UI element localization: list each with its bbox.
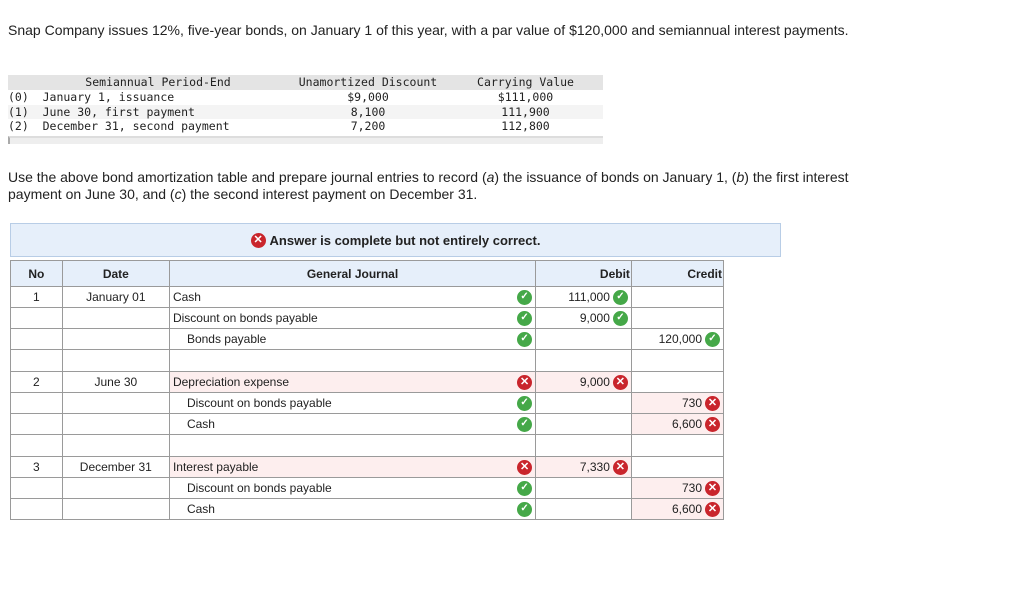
debit-amount[interactable] bbox=[536, 499, 632, 520]
problem-intro: Snap Company issues 12%, five-year bonds, on January 1 of this year, with a par value of $120,000 and semiannual interest payments. bbox=[8, 22, 849, 38]
account-name[interactable]: Interest payable bbox=[172, 460, 259, 474]
entry-no: 1 bbox=[11, 287, 63, 308]
credit-amount[interactable] bbox=[631, 457, 723, 478]
credit-amount[interactable]: 730 bbox=[681, 396, 702, 410]
correct-icon: ✓ bbox=[613, 311, 628, 326]
correct-icon: ✓ bbox=[517, 417, 532, 432]
entry-no bbox=[11, 499, 63, 520]
discount-value: 8,100 bbox=[350, 104, 386, 119]
table-row bbox=[11, 499, 724, 520]
header-discount: Unamortized Discount bbox=[298, 75, 438, 89]
entry-date[interactable]: June 30 bbox=[62, 372, 169, 393]
credit-amount[interactable]: 120,000 bbox=[658, 332, 702, 346]
discount-value: 7,200 bbox=[350, 119, 386, 133]
account-name[interactable]: Bonds payable bbox=[186, 332, 267, 346]
header-period: Semiannual Period-End bbox=[85, 75, 231, 89]
debit-amount[interactable]: 7,330 bbox=[579, 460, 610, 474]
debit-amount[interactable] bbox=[536, 414, 632, 435]
q-part: ) the second interest payment on December 31. bbox=[181, 186, 478, 202]
table-row bbox=[11, 414, 724, 435]
discount-value: $9,000 bbox=[347, 90, 389, 104]
table-row bbox=[11, 457, 724, 478]
entry-no: 3 bbox=[11, 457, 63, 478]
header-debit: Debit bbox=[536, 261, 632, 287]
q-part: Use the above bond amortization table and prepare journal entries to record ( bbox=[8, 169, 487, 185]
table-row-spacer bbox=[11, 350, 724, 372]
banner-text: Answer is complete but not entirely correct. bbox=[269, 232, 541, 248]
entry-no bbox=[11, 329, 63, 350]
amortization-row bbox=[8, 90, 603, 105]
entry-date[interactable] bbox=[62, 308, 169, 329]
credit-amount[interactable]: 6,600 bbox=[671, 502, 702, 516]
entry-no: 2 bbox=[11, 372, 63, 393]
table-row bbox=[11, 372, 724, 393]
incorrect-icon: ✕ bbox=[517, 375, 532, 390]
period-label: (1) June 30, first payment bbox=[8, 104, 195, 119]
entry-date[interactable]: January 01 bbox=[62, 287, 169, 308]
entry-no bbox=[11, 393, 63, 414]
incorrect-icon: ✕ bbox=[517, 460, 532, 475]
amortization-row bbox=[8, 119, 603, 134]
credit-amount[interactable] bbox=[631, 308, 723, 329]
q-letter: b bbox=[736, 169, 745, 185]
table-row bbox=[11, 478, 724, 499]
incorrect-icon: ✕ bbox=[705, 502, 720, 517]
table-row bbox=[11, 287, 724, 308]
correct-icon: ✓ bbox=[517, 481, 532, 496]
account-name[interactable]: Discount on bonds payable bbox=[172, 311, 318, 325]
entry-no bbox=[11, 478, 63, 499]
debit-amount[interactable]: 9,000 bbox=[579, 375, 610, 389]
period-label: (2) December 31, second payment bbox=[8, 119, 230, 133]
table-bottom-border bbox=[8, 136, 603, 144]
header-no: No bbox=[11, 261, 63, 287]
q-part: ) the issuance of bonds on January 1, ( bbox=[494, 169, 737, 185]
correct-icon: ✓ bbox=[517, 502, 532, 517]
period-label: (0) January 1, issuance bbox=[8, 90, 175, 104]
incorrect-icon: ✕ bbox=[705, 396, 720, 411]
account-name[interactable]: Discount on bonds payable bbox=[186, 481, 332, 495]
account-name[interactable]: Discount on bonds payable bbox=[186, 396, 332, 410]
correct-icon: ✓ bbox=[517, 332, 532, 347]
correct-icon: ✓ bbox=[517, 290, 532, 305]
carrying-value: 112,800 bbox=[501, 119, 550, 133]
account-name[interactable]: Cash bbox=[172, 290, 201, 304]
incorrect-icon: ✕ bbox=[705, 481, 720, 496]
entry-date[interactable]: December 31 bbox=[62, 457, 169, 478]
amortization-table bbox=[8, 75, 603, 144]
header-carrying: Carrying Value bbox=[477, 75, 574, 89]
amortization-row bbox=[8, 105, 603, 120]
amortization-header bbox=[8, 75, 603, 90]
account-name[interactable]: Depreciation expense bbox=[172, 375, 290, 389]
q-letter: c bbox=[174, 186, 182, 202]
incorrect-icon: ✕ bbox=[251, 233, 266, 248]
table-row bbox=[11, 308, 724, 329]
header-general-journal: General Journal bbox=[169, 261, 535, 287]
credit-amount[interactable] bbox=[631, 372, 723, 393]
credit-amount[interactable] bbox=[631, 287, 723, 308]
correct-icon: ✓ bbox=[705, 332, 720, 347]
entry-date[interactable] bbox=[62, 478, 169, 499]
carrying-value: 111,900 bbox=[501, 104, 550, 119]
answer-status-banner bbox=[10, 223, 781, 257]
entry-date[interactable] bbox=[62, 329, 169, 350]
debit-amount[interactable]: 9,000 bbox=[579, 311, 610, 325]
header-credit: Credit bbox=[631, 261, 723, 287]
credit-amount[interactable]: 6,600 bbox=[671, 417, 702, 431]
question-text bbox=[8, 169, 888, 203]
debit-amount[interactable] bbox=[536, 393, 632, 414]
entry-no bbox=[11, 414, 63, 435]
q-part: ) the first interest payment on June 30, and ( bbox=[8, 169, 849, 202]
credit-amount[interactable]: 730 bbox=[681, 481, 702, 495]
debit-amount[interactable]: 111,000 bbox=[568, 290, 610, 304]
carrying-value: $111,000 bbox=[497, 90, 554, 104]
table-row-spacer bbox=[11, 435, 724, 457]
debit-amount[interactable] bbox=[536, 329, 632, 350]
incorrect-icon: ✕ bbox=[613, 460, 628, 475]
table-row bbox=[11, 393, 724, 414]
correct-icon: ✓ bbox=[517, 396, 532, 411]
entry-date[interactable] bbox=[62, 499, 169, 520]
table-row bbox=[11, 329, 724, 350]
journal-header bbox=[11, 261, 724, 287]
incorrect-icon: ✕ bbox=[705, 417, 720, 432]
correct-icon: ✓ bbox=[517, 311, 532, 326]
entry-no bbox=[11, 308, 63, 329]
header-date: Date bbox=[62, 261, 169, 287]
account-name[interactable]: Cash bbox=[186, 502, 215, 516]
journal-table bbox=[10, 260, 724, 520]
incorrect-icon: ✕ bbox=[613, 375, 628, 390]
q-letter: a bbox=[486, 169, 495, 185]
entry-date[interactable] bbox=[62, 393, 169, 414]
debit-amount[interactable] bbox=[536, 478, 632, 499]
entry-date[interactable] bbox=[62, 414, 169, 435]
correct-icon: ✓ bbox=[613, 290, 628, 305]
account-name[interactable]: Cash bbox=[186, 417, 215, 431]
